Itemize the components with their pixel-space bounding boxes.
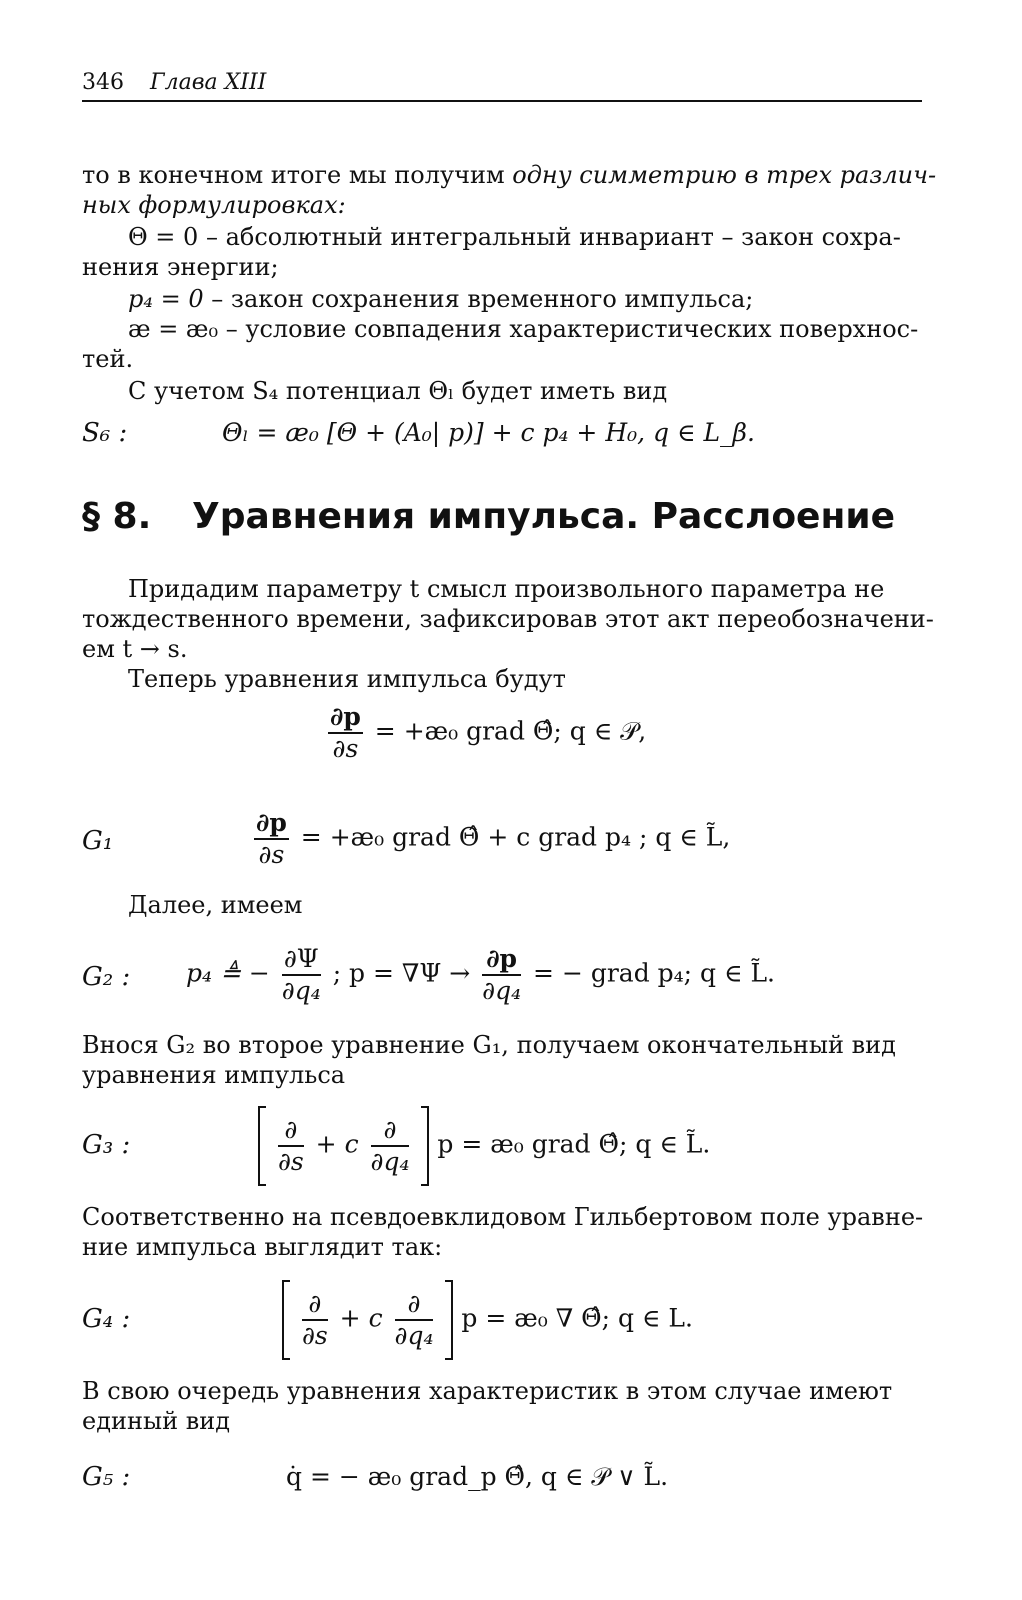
theta-line2: нения энергии;	[82, 253, 279, 281]
fraction: $\frac{\partial\Psi}{\text{∂q₄}}$	[281, 944, 321, 1005]
s6-formula: Θₗ = æ₀ [Θ + (A₀| p)] + c p₄ + H₀, q ∈ L_β.	[222, 418, 755, 447]
para4-line: Далее, имеем	[128, 891, 303, 919]
para2-line3: ем t → s.	[82, 635, 188, 663]
g5-formula: q̇ = − æ₀ grad_p Θ̂, q ∈ 𝒫 ∨ L̃.	[286, 1462, 669, 1491]
g1-formula: $\frac{\partial p}{\partial s}$ = +æ₀ grad Θ̂ + c grad p₄ ; q ∈ L̃,	[256, 808, 731, 869]
section-number: § 8.	[82, 496, 152, 537]
para7-line2: единый вид	[82, 1407, 230, 1435]
g2-label: G₂ :	[82, 962, 131, 992]
ae-line2: тей.	[82, 345, 134, 373]
chapter-title: Глава XIII	[150, 70, 267, 95]
fraction: $\frac{\partial}{\text{∂q₄}}$	[370, 1115, 410, 1176]
g4-formula: $\frac{\partial}{\partial s}$ + c $\frac{\partial}{\text{∂q₄}}$ p = æ₀ ∇ Θ̂; q ∈ L.	[282, 1280, 693, 1360]
right-bracket	[445, 1280, 453, 1360]
right-bracket	[421, 1106, 429, 1186]
s4-line: С учетом S₄ потенциал Θₗ будет иметь вид	[128, 377, 668, 405]
section-title: Уравнения импульса. Расслоение	[192, 496, 895, 537]
para2-line1: Придадим параметру t смысл произвольного параметра не	[128, 575, 885, 603]
g5-label: G₅ :	[82, 1462, 131, 1492]
section-heading	[82, 496, 895, 537]
s6-label: S₆ :	[82, 418, 128, 448]
fraction: $\frac{\partial p}{\partial s}$	[330, 702, 361, 763]
para6-line1: Соответственно на псевдоевклидовом Гильбертовом поле уравне-	[82, 1203, 924, 1231]
g1-label: G₁	[82, 826, 114, 856]
para5-line1: Внося G₂ во второе уравнение G₁, получаем окончательный вид	[82, 1031, 896, 1059]
g4-label: G₄ :	[82, 1304, 131, 1334]
para2-line2: тождественного времени, зафиксировав этот акт переобозначени-	[82, 605, 934, 633]
running-header	[82, 70, 922, 102]
eq-first: $\frac{\partial p}{\partial s}$ = +æ₀ grad Θ̂; q ∈ 𝒫,	[330, 702, 647, 763]
para7-line1: В свою очередь уравнения характеристик в этом случае имеют	[82, 1377, 893, 1405]
theta-line: Θ = 0 – абсолютный интегральный инвариант – закон сохра-	[128, 223, 901, 251]
left-bracket	[258, 1106, 266, 1186]
page-number: 346	[82, 70, 124, 95]
fraction: $\frac{\partial p}{\partial s}$	[256, 808, 287, 869]
para3-line: Теперь уравнения импульса будут	[128, 665, 566, 693]
ae-line: æ = æ₀ – условие совпадения характеристических поверхнос-	[128, 315, 919, 343]
fraction: $\frac{\partial p}{\text{∂q₄}}$	[482, 944, 522, 1005]
fraction: $\frac{\partial}{\partial s}$	[277, 1115, 304, 1176]
g2-formula: p₄ ≜ − $\frac{\partial\Psi}{\text{∂q₄}}$ ; p = ∇Ψ → $\frac{\partial p}{\text{∂q₄}}$ = − grad p₄; q ∈ L̃.	[186, 944, 775, 1005]
para1-line1: то в конечном итоге мы получим одну симметрию в трех различ-	[82, 161, 937, 189]
g3-formula: $\frac{\partial}{\partial s}$ + c $\frac{\partial}{\text{∂q₄}}$ p = æ₀ grad Θ̂; q ∈ L̃.	[258, 1106, 710, 1186]
fraction: $\frac{\partial}{\partial s}$	[301, 1289, 328, 1350]
g3-label: G₃ :	[82, 1130, 131, 1160]
fraction: $\frac{\partial}{\text{∂q₄}}$	[394, 1289, 434, 1350]
para1-line2: ных формулировках:	[82, 191, 346, 219]
para5-line2: уравнения импульса	[82, 1061, 346, 1089]
p4-line: p₄ = 0 – закон сохранения временного импульса;	[128, 285, 754, 313]
para6-line2: ние импульса выглядит так:	[82, 1233, 443, 1261]
left-bracket	[282, 1280, 290, 1360]
